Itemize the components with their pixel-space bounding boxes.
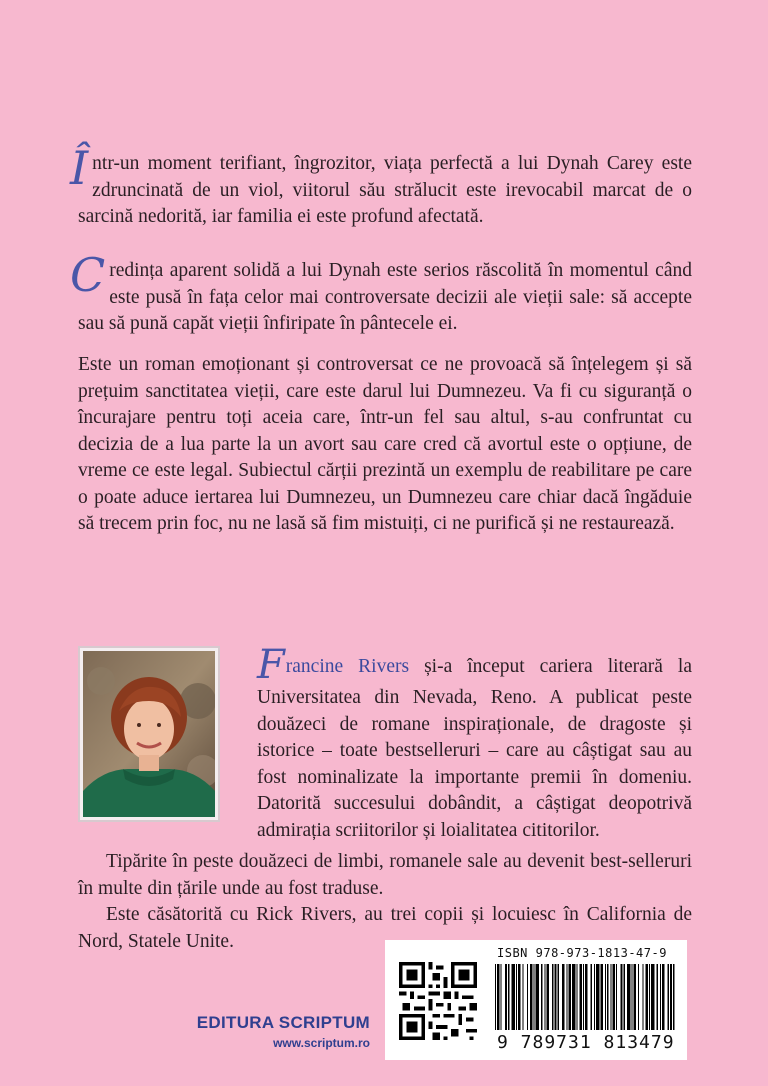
barcode-bar xyxy=(631,964,632,1030)
barcode-bar xyxy=(530,964,532,1030)
blurb-paragraph-3: Este un roman emoționant și controversat ce ne provoacă să înțelegem și să prețuim sanctitatea vieții, care este darul lui Dumnezeu. Va fi cu siguranță o încurajare pentru toți aceia care, într-un fel sau altul, s-au confruntat cu decizia de a lua parte la un avort sau care cred că avortul este o opțiune, de vreme ce este legal. Subiectul cărții prezintă un exemplu de reabilitare pe care o poate aduce iertarea lui Dumnezeu, un Dumnezeu care chiar dacă îngăduie să trecem prin foc, nu ne lasă să fim mistuiți, ci ne purifică și ne restaurează. xyxy=(78,354,692,534)
barcode-bar xyxy=(596,964,599,1030)
barcode-bar xyxy=(541,964,542,1030)
blurb-paragraph-2 xyxy=(70,248,692,338)
barcode-bar xyxy=(624,964,625,1030)
barcode-bar xyxy=(662,964,664,1030)
publisher-website: www.scriptum.ro xyxy=(273,1036,370,1050)
barcode-bar xyxy=(534,964,535,1030)
barcode-bar xyxy=(591,964,592,1030)
barcode-bar xyxy=(611,964,612,1030)
barcode-bar xyxy=(594,964,595,1030)
barcode-bar xyxy=(657,964,658,1030)
barcode-bar xyxy=(558,964,559,1030)
barcode-bar xyxy=(512,964,515,1030)
barcode-bar xyxy=(668,964,669,1030)
barcode-bar xyxy=(620,964,622,1030)
barcode-bar xyxy=(567,964,568,1030)
barcode-bar xyxy=(569,964,571,1030)
barcode-bar xyxy=(518,964,520,1030)
barcode-bar xyxy=(536,964,539,1030)
barcode-bar xyxy=(605,964,606,1030)
drop-cap: Î xyxy=(70,141,89,195)
barcode-bar xyxy=(607,964,608,1030)
barcode-bar xyxy=(545,964,546,1030)
barcode-bar xyxy=(642,964,643,1030)
barcode-bar xyxy=(616,964,617,1030)
barcode-bar xyxy=(634,964,636,1030)
barcode-bar xyxy=(660,964,661,1030)
barcode-bar xyxy=(638,964,639,1030)
publisher-name: EDITURA SCRIPTUM xyxy=(196,1013,370,1032)
photo-space xyxy=(78,645,257,845)
barcode-panel xyxy=(385,940,687,1060)
barcode-bar xyxy=(527,964,528,1030)
barcode-bar xyxy=(580,964,582,1030)
barcode-bar xyxy=(673,964,674,1030)
barcode-bar xyxy=(505,964,507,1030)
barcode-bar xyxy=(576,964,577,1030)
barcode-bar xyxy=(562,964,564,1030)
barcode-bar xyxy=(554,964,556,1030)
barcode-bar xyxy=(583,964,584,1030)
barcode-bar xyxy=(501,964,502,1030)
barcode-bar xyxy=(495,964,496,1030)
barcode-bar xyxy=(627,964,630,1030)
barcode-bar xyxy=(601,964,603,1030)
barcode-bar xyxy=(585,964,587,1030)
barcode-bar xyxy=(649,964,650,1030)
barcode-bar xyxy=(516,964,517,1030)
blurb-paragraph-1 xyxy=(70,141,692,231)
barcode-bar xyxy=(552,964,553,1030)
author-bio-text: și-a început cariera literară la Universitatea din Nevada, Reno. A publicat peste douăzeci de romane inspiraționale, de dragoste și istorice – toate bestselleruri – care au câștigat sau au fost nominalizate la importante premii în domeniu. Datorită succesului dobândit, a câștigat deopotrivă admirația scriitorilor și loialitatea cititorilor. xyxy=(257,656,692,841)
barcode-bar xyxy=(547,964,549,1030)
isbn-label: ISBN 978-973-1813-47-9 xyxy=(497,946,667,960)
drop-cap: F xyxy=(257,642,285,688)
author-name-text: rancine Rivers xyxy=(285,656,410,677)
author-name xyxy=(257,642,410,688)
barcode-icon xyxy=(495,964,677,1030)
barcode-bar xyxy=(670,964,672,1030)
qr-code-icon xyxy=(399,962,477,1040)
barcode-bar xyxy=(651,964,654,1030)
drop-cap: C xyxy=(70,248,106,302)
blurb-text: redința aparent solidă a lui Dynah este serios răscolită în momentul când este pusă în fața celor mai controversate decizii ale vieții sale: să accepte sau să pună capăt vieții înfiripate în pântecele ei. xyxy=(78,260,692,334)
barcode-bar xyxy=(572,964,575,1030)
barcode-bar xyxy=(646,964,648,1030)
barcode-bar xyxy=(523,964,524,1030)
barcode-bar xyxy=(508,964,509,1030)
barcode-bar xyxy=(613,964,615,1030)
blurb-text: ntr-un moment terifiant, îngrozitor, viața perfectă a lui Dynah Carey este zdruncinată de un viol, viitorul său strălucit este irevocabil marcat de o sarcină nedorită, iar familia ei este profund afectată. xyxy=(78,153,692,227)
isbn-digits: 9 789731 813479 xyxy=(497,1032,675,1053)
author-bio-paragraph-3: Este căsătorită cu Rick Rivers, au trei copii și locuiesc în California de Nord, Statele Unite. xyxy=(78,904,692,952)
author-bio-paragraph-2: Tipărite în peste douăzeci de limbi, romanele sale au devenit best-selleruri în multe din țările unde au fost traduse. xyxy=(78,851,692,899)
barcode-bar xyxy=(497,964,499,1030)
author-bio xyxy=(78,642,692,845)
